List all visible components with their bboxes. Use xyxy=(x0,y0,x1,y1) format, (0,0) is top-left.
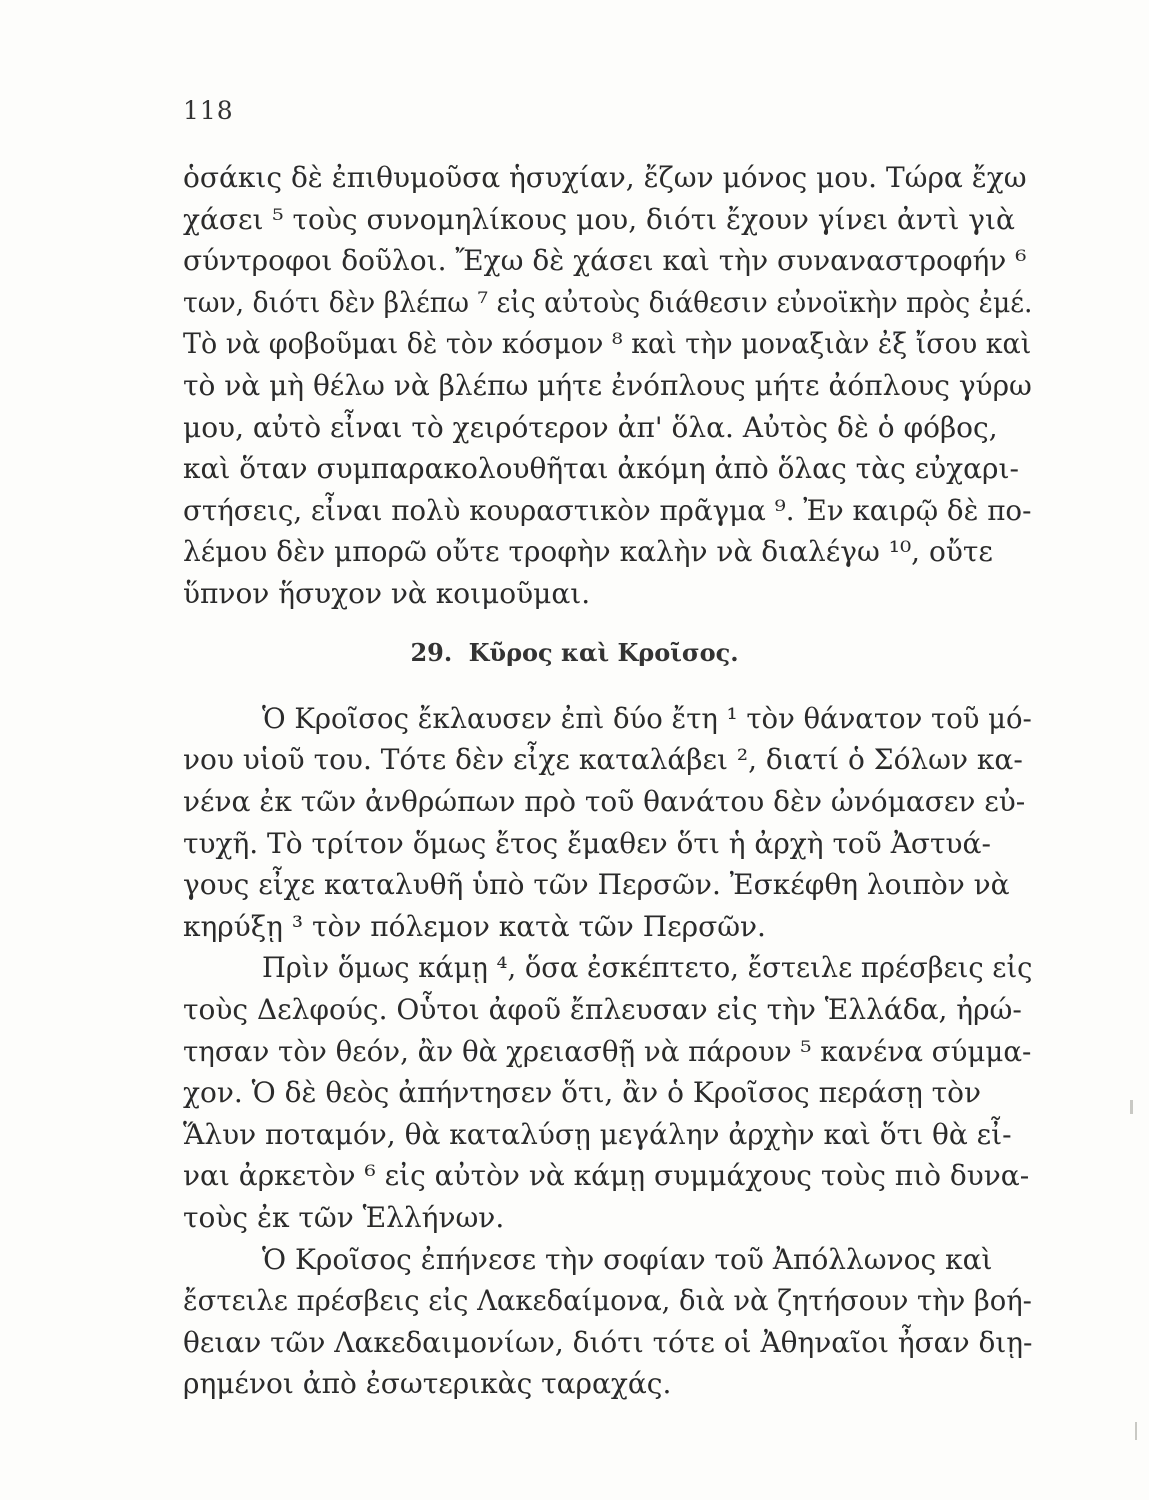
page-number: 118 xyxy=(183,96,234,125)
text-line: ναι ἀρκετὸν ⁶ εἰς αὐτὸν νὰ κάμῃ συμμάχους τοὺς πιὸ δυνα- xyxy=(183,1159,1030,1193)
section-title: Κῦρος καὶ Κροῖσος. xyxy=(468,637,739,667)
text-line: ἔστειλε πρέσβεις εἰς Λακεδαίμονα, διὰ νὰ ζητήσουν τὴν βοή- xyxy=(183,1284,1032,1318)
text-line: τοὺς Δελφούς. Οὗτοι ἀφοῦ ἔπλευσαν εἰς τὴν Ἑλλάδα, ἠρώ- xyxy=(183,993,1022,1026)
text-line: κηρύξῃ ³ τὸν πόλεμον κατὰ τῶν Περσῶν. xyxy=(183,909,766,943)
section-number: 29. xyxy=(410,637,453,667)
text-line: Ἅλυν ποταμόν, θὰ καταλύσῃ μεγάλην ἀρχὴν καὶ ὅτι θὰ εἶ- xyxy=(183,1117,1012,1151)
section-heading xyxy=(0,638,1149,667)
text-line: μου, αὐτὸ εἶναι τὸ χειρότερον ἀπ' ὅλα. Αὐτὸς δὲ ὁ φόβος, xyxy=(183,410,998,444)
text-line: λέμου δὲν μπορῶ οὔτε τροφὴν καλὴν νὰ διαλέγω ¹⁰, οὔτε xyxy=(183,535,993,569)
text-line: σύντροφοι δοῦλοι. Ἔχω δὲ χάσει καὶ τὴν συναναστροφήν ⁶ xyxy=(183,244,1027,278)
text-line: καὶ ὅταν συμπαρακολουθῆται ἀκόμη ἀπὸ ὅλας τὰς εὐχαρι- xyxy=(183,452,1019,486)
text-line: νου υἱοῦ του. Τότε δὲν εἶχε καταλάβει ², διατί ὁ Σόλων κα- xyxy=(183,743,1023,777)
text-line: Τὸ νὰ φοβοῦμαι δὲ τὸν κόσμον ⁸ καὶ τὴν μοναξιὰν ἐξ ἴσου καὶ xyxy=(183,327,1032,361)
text-line: θειαν τῶν Λακεδαιμονίων, διότι τότε οἱ Ἀθηναῖοι ἦσαν διῃ- xyxy=(183,1325,1033,1359)
text-line: ὁσάκις δὲ ἐπιθυμοῦσα ἡσυχίαν, ἔζων μόνος μου. Τώρα ἔχω xyxy=(183,161,1027,194)
text-line: χάσει ⁵ τοὺς συνομηλίκους μου, διότι ἔχουν γίνει ἀντὶ γιὰ xyxy=(183,202,1015,236)
text-line: ὕπνον ἥσυχον νὰ κοιμοῦμαι. xyxy=(183,577,591,610)
bleed-through-mark xyxy=(1130,1100,1133,1114)
text-line: γους εἶχε καταλυθῆ ὑπὸ τῶν Περσῶν. Ἐσκέφθη λοιπὸν νὰ xyxy=(183,868,1010,902)
text-line: τησαν τὸν θεόν, ἂν θὰ χρειασθῇ νὰ πάρουν ⁵ κανένα σύμμα- xyxy=(183,1034,1032,1068)
text-line: τοὺς ἐκ τῶν Ἑλλήνων. xyxy=(183,1201,505,1234)
bleed-through-mark xyxy=(1135,1422,1137,1440)
text-line: τὸ νὰ μὴ θέλω νὰ βλέπω μήτε ἐνόπλους μήτε ἀόπλους γύρω xyxy=(183,369,1032,402)
text-line: των, διότι δὲν βλέπω ⁷ εἰς αὐτοὺς διάθεσιν εὐνοϊκὴν πρὸς ἐμέ. xyxy=(183,285,1033,319)
text-line: Πρὶν ὅμως κάμῃ ⁴, ὅσα ἐσκέπτετο, ἔστειλε πρέσβεις εἰς xyxy=(262,951,1033,985)
text-line: ρημένοι ἀπὸ ἐσωτερικὰς ταραχάς. xyxy=(183,1367,672,1401)
text-line: νένα ἐκ τῶν ἀνθρώπων πρὸ τοῦ θανάτου δὲν ὠνόμασεν εὐ- xyxy=(183,785,1026,818)
text-line: τυχῆ. Τὸ τρίτον ὅμως ἔτος ἔμαθεν ὅτι ἡ ἀρχὴ τοῦ Ἀστυά- xyxy=(183,826,991,860)
text-line: χον. Ὁ δὲ θεὸς ἀπήντησεν ὅτι, ἂν ὁ Κροῖσος περάσῃ τὸν xyxy=(183,1076,982,1110)
text-line: Ὁ Κροῖσος ἐπήνεσε τὴν σοφίαν τοῦ Ἀπόλλωνος καὶ xyxy=(262,1242,993,1276)
text-line: στήσεις, εἶναι πολὺ κουραστικὸν πρᾶγμα ⁹. Ἐν καιρῷ δὲ πο- xyxy=(183,493,1032,527)
text-line: Ὁ Κροῖσος ἔκλαυσεν ἐπὶ δύο ἔτη ¹ τὸν θάνατον τοῦ μό- xyxy=(262,701,1032,735)
